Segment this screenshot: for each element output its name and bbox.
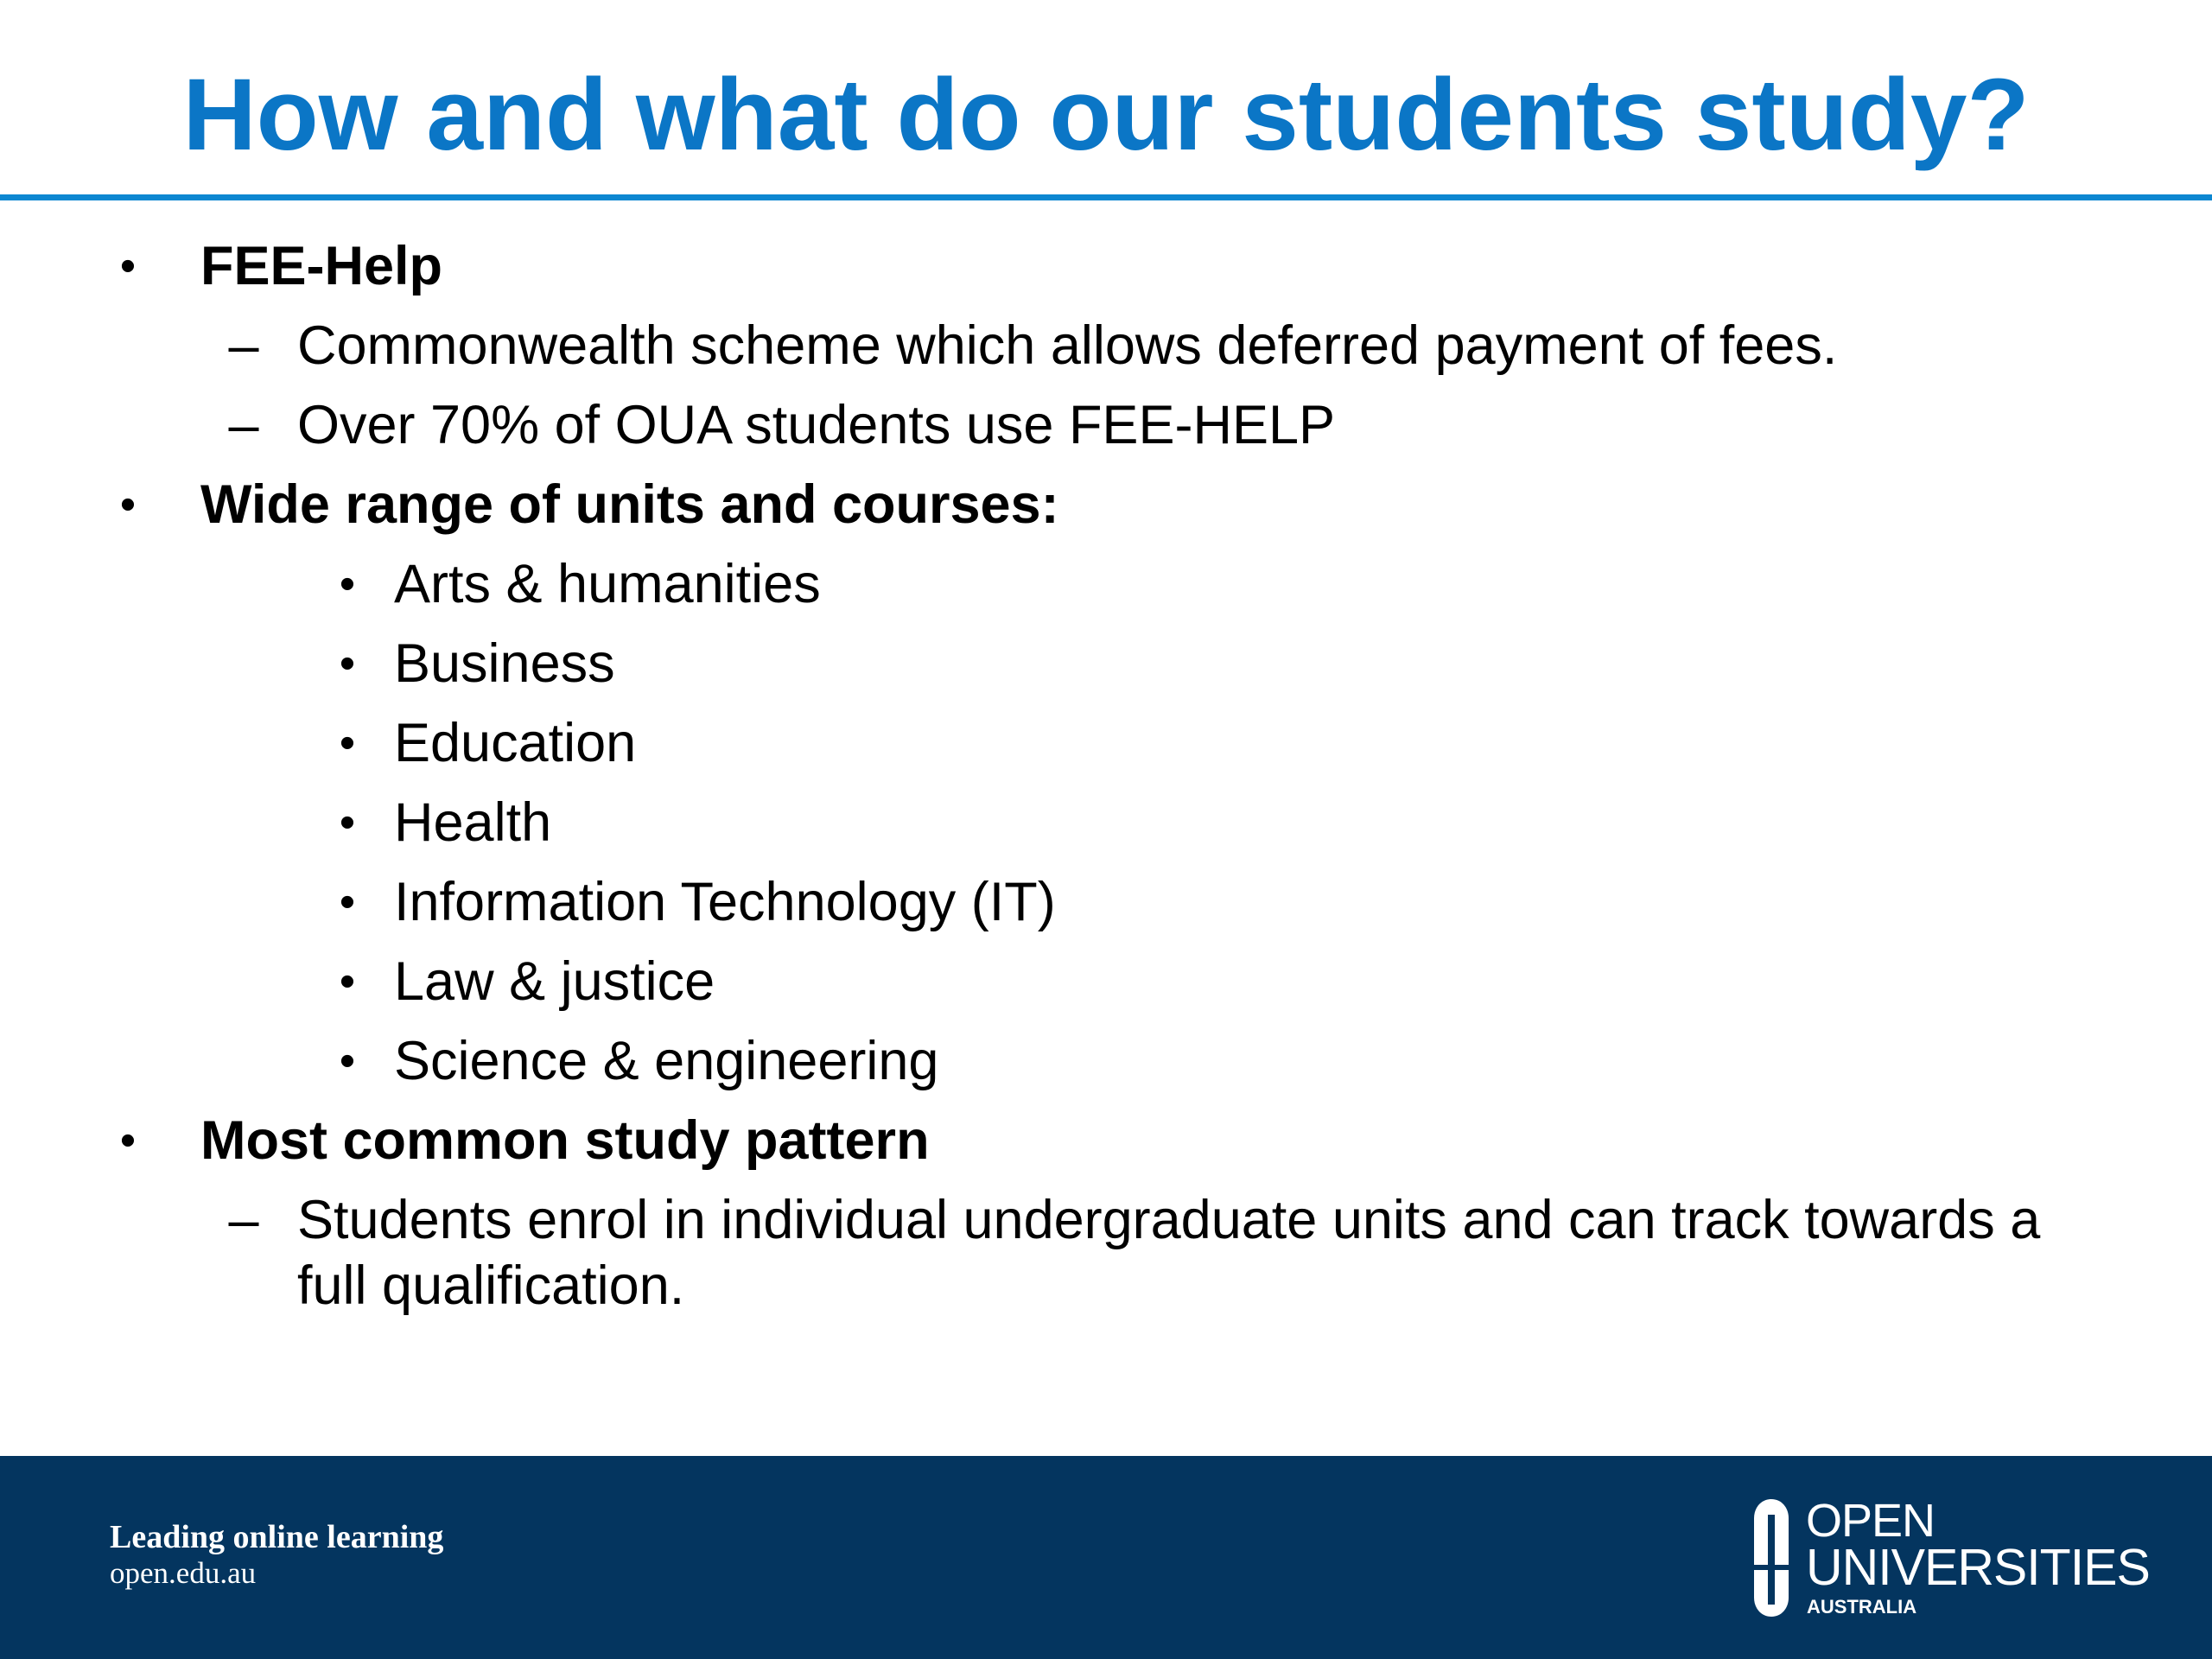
bullet-marker: • <box>119 480 137 530</box>
bullet-marker: • <box>339 559 356 609</box>
bullet-heading: Most common study pattern <box>200 1110 930 1171</box>
bullet-marker: • <box>339 1036 356 1086</box>
sub-point-text: Over 70% of OUA students use FEE-HELP <box>297 395 1336 455</box>
study-area-label: Education <box>394 713 637 773</box>
study-area-label: Business <box>394 633 615 694</box>
study-area-label: Health <box>394 792 552 853</box>
oua-logo-mark-icon <box>1752 1497 1790 1618</box>
bullet-marker: • <box>119 1116 137 1166</box>
logo-wordmark-line-1: OPEN <box>1806 1495 1936 1547</box>
bullet-marker: • <box>339 877 356 927</box>
logo-wordmark-line-3: AUSTRALIA <box>1807 1596 1917 1618</box>
logo-wordmark-line-2: UNIVERSITIES <box>1806 1539 2150 1596</box>
dash-marker: – <box>228 395 259 455</box>
bullet-marker: • <box>339 798 356 848</box>
study-area-label: Arts & humanities <box>394 554 821 614</box>
bullet-marker: • <box>339 957 356 1007</box>
dash-marker: – <box>228 315 259 376</box>
bullet-heading: Wide range of units and courses: <box>200 474 1059 535</box>
footer-tagline: Leading online learning <box>110 1519 444 1555</box>
bullet-marker: • <box>339 639 356 689</box>
footer-url: open.edu.au <box>110 1556 257 1590</box>
oua-logo <box>1745 1495 2150 1627</box>
sub-point-text: Students enrol in individual undergraduate units and can track towards a full qualification. <box>297 1190 2041 1316</box>
slide-title: How and what do our students study? <box>182 58 2030 172</box>
bullet-heading: FEE-Help <box>200 236 443 296</box>
bullet-marker: • <box>339 718 356 768</box>
study-area-label: Law & justice <box>394 951 715 1012</box>
dash-marker: – <box>228 1190 259 1250</box>
study-area-label: Science & engineering <box>394 1031 939 1091</box>
bullet-marker: • <box>119 241 137 291</box>
study-area-label: Information Technology (IT) <box>394 872 1056 932</box>
footer-banner <box>0 1456 2212 1659</box>
sub-point-text: Commonwealth scheme which allows deferred payment of fees. <box>297 315 1838 376</box>
